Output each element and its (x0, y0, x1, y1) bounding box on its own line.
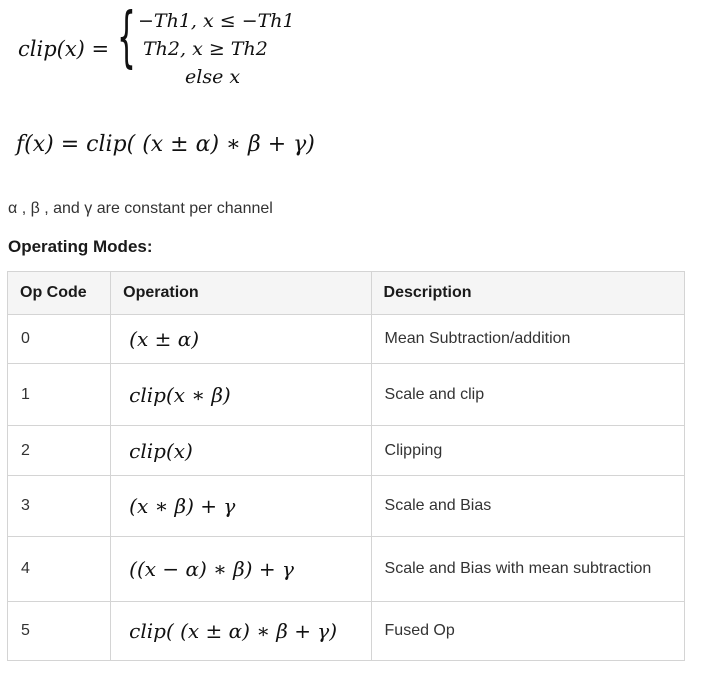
operation-cell: clip( (x ± α) ∗ β + γ) (111, 602, 371, 661)
clip-case-else: else x (185, 66, 241, 88)
clip-case-lower: −Th1, x ≤ −Th1 (138, 10, 295, 32)
op-code-cell: 0 (8, 315, 111, 364)
op-code-cell: 1 (8, 364, 111, 426)
op-code-cell: 5 (8, 602, 111, 661)
operation-cell: ((x − α) ∗ β) + γ (111, 537, 371, 602)
fused-formula: f(x) = clip( (x ± α) ∗ β + γ) (16, 132, 315, 157)
table-row (8, 602, 685, 661)
operating-modes-table (7, 271, 685, 661)
operation-cell: (x ∗ β) + γ (111, 476, 371, 537)
table-row (8, 476, 685, 537)
table-row (8, 426, 685, 476)
table-row (8, 315, 685, 364)
table-header-row (8, 272, 685, 315)
operation-cell: (x ± α) (111, 315, 371, 364)
operation-cell: clip(x) (111, 426, 371, 476)
op-code-cell: 2 (8, 426, 111, 476)
clip-definition-lhs: clip(x) = (18, 37, 110, 61)
op-code-cell: 3 (8, 476, 111, 537)
constants-note: α , β , and γ are constant per channel (8, 200, 273, 217)
description-cell: Scale and Bias (371, 476, 684, 537)
description-cell: Clipping (371, 426, 684, 476)
clip-case-upper: Th2, x ≥ Th2 (143, 38, 268, 60)
header-op-code: Op Code (8, 272, 111, 315)
header-operation: Operation (111, 272, 371, 315)
description-cell: Mean Subtraction/addition (371, 315, 684, 364)
operating-modes-heading: Operating Modes: (8, 237, 153, 256)
description-cell: Fused Op (371, 602, 684, 661)
description-cell: Scale and Bias with mean subtraction (371, 537, 684, 602)
cases-brace: { (117, 0, 136, 75)
table-row (8, 537, 685, 602)
operation-cell: clip(x ∗ β) (111, 364, 371, 426)
clip-function-definition (18, 0, 338, 90)
table-row (8, 364, 685, 426)
description-cell: Scale and clip (371, 364, 684, 426)
header-description: Description (371, 272, 684, 315)
op-code-cell: 4 (8, 537, 111, 602)
